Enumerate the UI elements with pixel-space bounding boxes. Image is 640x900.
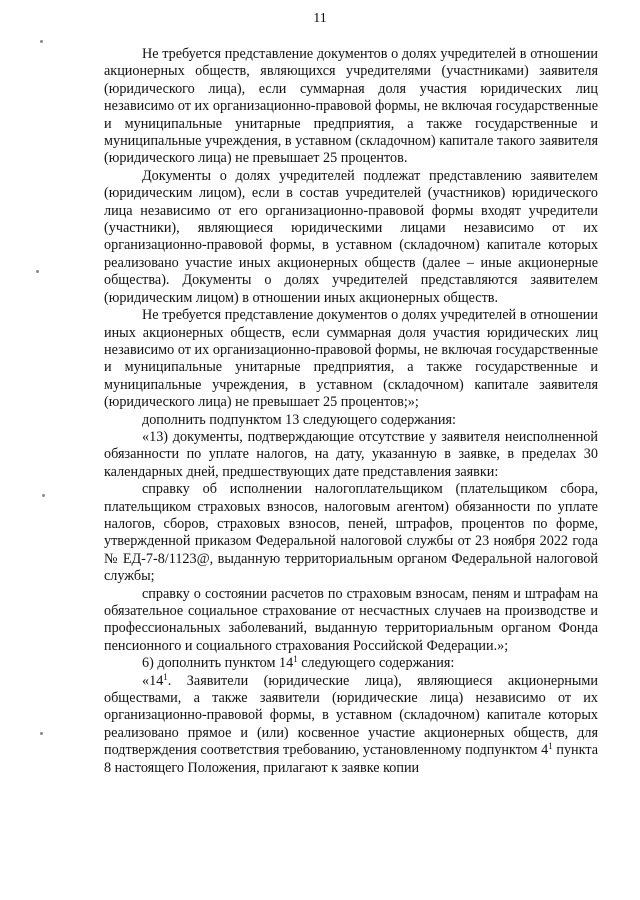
text-run: 6) дополнить пунктом 14	[142, 655, 294, 672]
superscript: 1	[163, 671, 168, 682]
paragraph: справку о состоянии расчетов по страховым взносам, пеням и штрафам на обязательное социальное страхование от несчастных случаев на производстве и профессиональных заболеваний, выданную территориальным органом Фонда пенсионного и социального страхования Российской Федерации.»;	[104, 585, 598, 654]
page-number: 11	[313, 11, 327, 26]
text-run: следующего содержания:	[297, 655, 455, 672]
paragraph: «13) документы, подтверждающие отсутствие у заявителя неисполненной обязанности по уплате налогов, на дату, указанную в заявке, в пределах 30 календарных дней, предшествующих дате представления заявки:	[104, 428, 598, 480]
paragraph: Не требуется представление документов о долях учредителей в отношении акционерных обществ, являющихся учредителями (участниками) заявителя (юридического лица), если суммарная доля участия юридических лиц независимо от их организационно-правовой формы, не включая государственные и муниципальные унитарные предприятия, а также государственные и муниципальные учреждения, в уставном (складочном) капитале такого заявителя (юридического лица) не превышает 25 процентов.	[104, 46, 598, 167]
paragraph	[104, 655, 598, 672]
text-run: . Заявители (юридические лица), являющиеся акционерными обществами, а также заявители (юридические лица) независимо от их организационно-правовой формы, в уставном (складочном) капитале которых реализовано прямое и (или) косвенное участие акционерных обществ, для подтверждения соответствия требованию, установленному подпунктом 4	[104, 672, 598, 759]
text-run: «14	[142, 672, 164, 689]
scan-mark	[40, 40, 43, 43]
paragraph: справку об исполнении налогоплательщиком (плательщиком сбора, плательщиком страховых взносов, налоговым агентом) обязанности по уплате налогов, сборов, страховых взносов, пеней, штрафов, процентов по форме, утвержденной приказом Федеральной налоговой службы от 23 ноября 2022 года № ЕД-7-8/1123@, выданную территориальным органом Федеральной налоговой службы;	[104, 481, 598, 585]
paragraph: дополнить подпунктом 13 следующего содержания:	[142, 411, 456, 428]
superscript: 1	[293, 654, 298, 665]
paragraph	[104, 673, 598, 777]
paragraph: Не требуется представление документов о долях учредителей в отношении иных акционерных обществ, если суммарная доля участия юридических лиц независимо от их организационно-правовой формы, не включая государственные и муниципальные унитарные предприятия, а также государственные и муниципальные учреждения, в уставном (складочном) капитале заявителя (юридического лица) не превышает 25 процентов;»;	[104, 307, 598, 411]
body-text	[104, 46, 598, 777]
scan-mark	[36, 270, 39, 273]
scan-mark	[40, 732, 43, 735]
paragraph: Документы о долях учредителей подлежат представлению заявителем (юридическим лицом), если в состав учредителей (участников) юридического лица независимо от его организационно-правовой формы входят учредители (участники), являющиеся юридическими лицами независимо от их организационно-правовой формы, в уставном (складочном) капитале которых реализовано участие иных акционерных обществ (далее – иные акционерные общества). Документы о долях учредителей представляются заявителем (юридическим лицом) в отношении иных акционерных обществ.	[104, 167, 598, 306]
text-run: пункта 8 настоящего Положения, прилагают к заявке копии	[104, 742, 599, 776]
superscript: 1	[548, 741, 553, 752]
scan-mark	[42, 494, 45, 497]
